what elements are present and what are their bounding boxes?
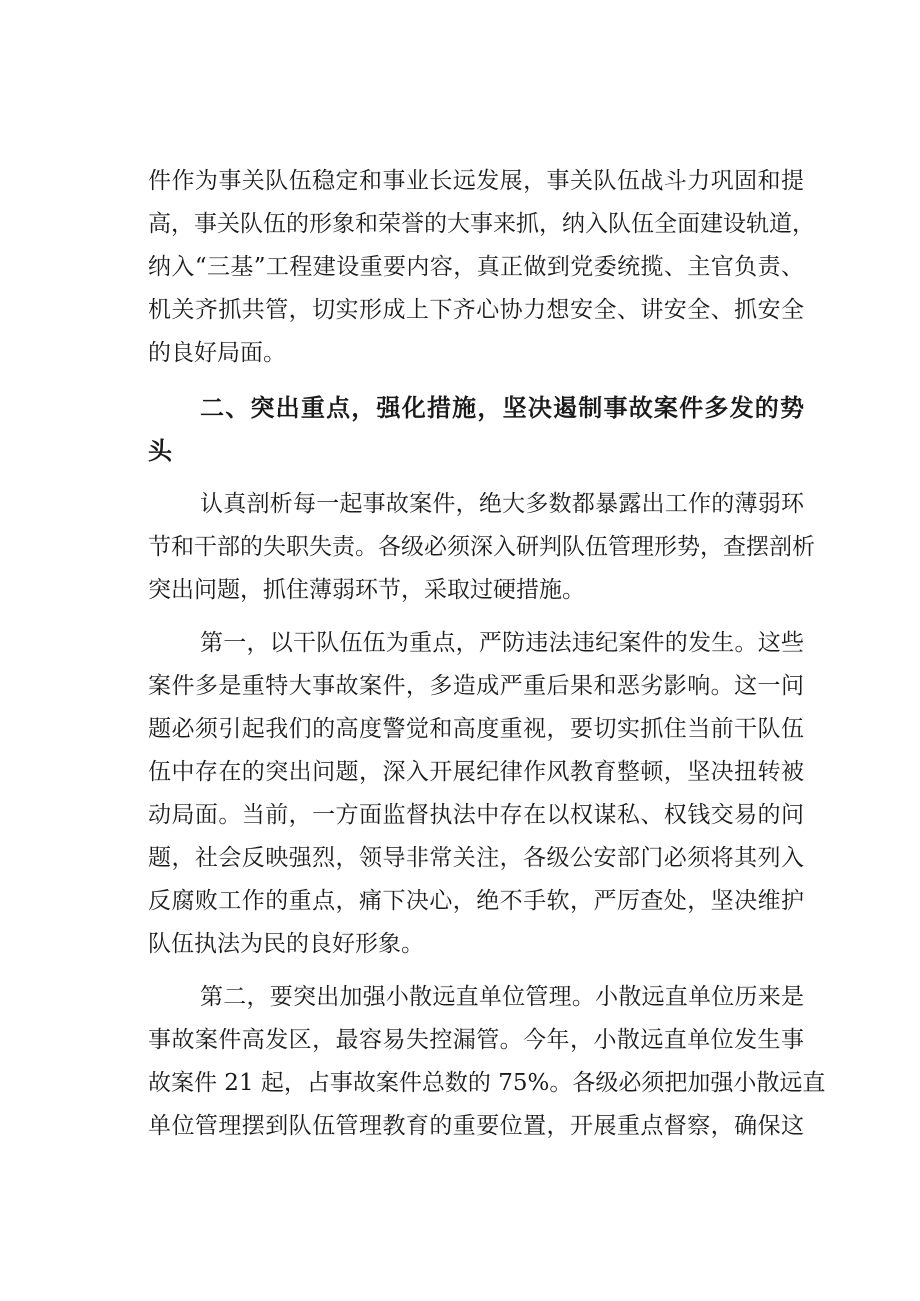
heading-line: 二、突出重点，强化措施，坚决遏制事故案件多发的势 [200, 394, 804, 422]
text-line: 机关齐抓共管，切实形成上下齐心协力想安全、讲安全、抓安全 [148, 297, 804, 323]
text-line: 题必须引起我们的高度警觉和高度重视，要切实抓住当前干队伍 [148, 716, 804, 742]
text-line: 动局面。当前，一方面监督执法中存在以权谋私、权钱交易的问 [148, 802, 804, 828]
text-line: 的良好局面。 [148, 340, 286, 366]
text-line: 认真剖析每一起事故案件，绝大多数都暴露出工作的薄弱环 [200, 491, 804, 517]
document-body [148, 160, 826, 1148]
text-line: 反腐败工作的重点，痛下决心，绝不手软，严厉查处，坚决维护 [148, 888, 804, 914]
text-line: 单位管理摆到队伍管理教育的重要位置，开展重点督察，确保这 [148, 1113, 804, 1139]
text-line: 件作为事关队伍稳定和事业长远发展，事关队伍战斗力巩固和提 [148, 168, 804, 194]
text-line: 节和干部的失职失责。各级必须深入研判队伍管理形势，查摆剖析 [148, 534, 815, 560]
text-line: 纳入“三基”工程建设重要内容，真正做到党委统揽、主官负责、 [148, 254, 804, 280]
text-line: 案件多是重特大事故案件，多造成严重后果和恶劣影响。这一问 [148, 673, 804, 699]
text-line: 题，社会反映强烈，领导非常关注，各级公安部门必须将其列入 [148, 845, 804, 871]
paragraph-analysis [148, 483, 815, 612]
text-line: 第一，以干队伍伍为重点，严防违法违纪案件的发生。这些 [200, 630, 804, 656]
text-line: 队伍执法为民的良好形象。 [148, 931, 424, 957]
paragraph-first-point [148, 622, 804, 966]
paragraph-intro [148, 160, 815, 375]
text-line: 事故案件高发区，最容易失控漏管。今年，小散远直单位发生事 [148, 1027, 804, 1053]
heading-line: 头 [148, 437, 172, 465]
text-line: 突出问题，抓住薄弱环节，采取过硬措施。 [148, 577, 585, 603]
section-heading [148, 387, 804, 473]
text-line: 故案件 21 起，占事故案件总数的 75%。各级必须把加强小散远直 [148, 1070, 826, 1096]
paragraph-second-point [148, 976, 826, 1148]
text-line: 伍中存在的突出问题，深入开展纪律作风教育整顿，坚决扭转被 [148, 759, 804, 785]
text-line: 高，事关队伍的形象和荣誉的大事来抓，纳入队伍全面建设轨道， [148, 211, 815, 237]
text-line: 第二，要突出加强小散远直单位管理。小散远直单位历来是 [200, 984, 804, 1010]
